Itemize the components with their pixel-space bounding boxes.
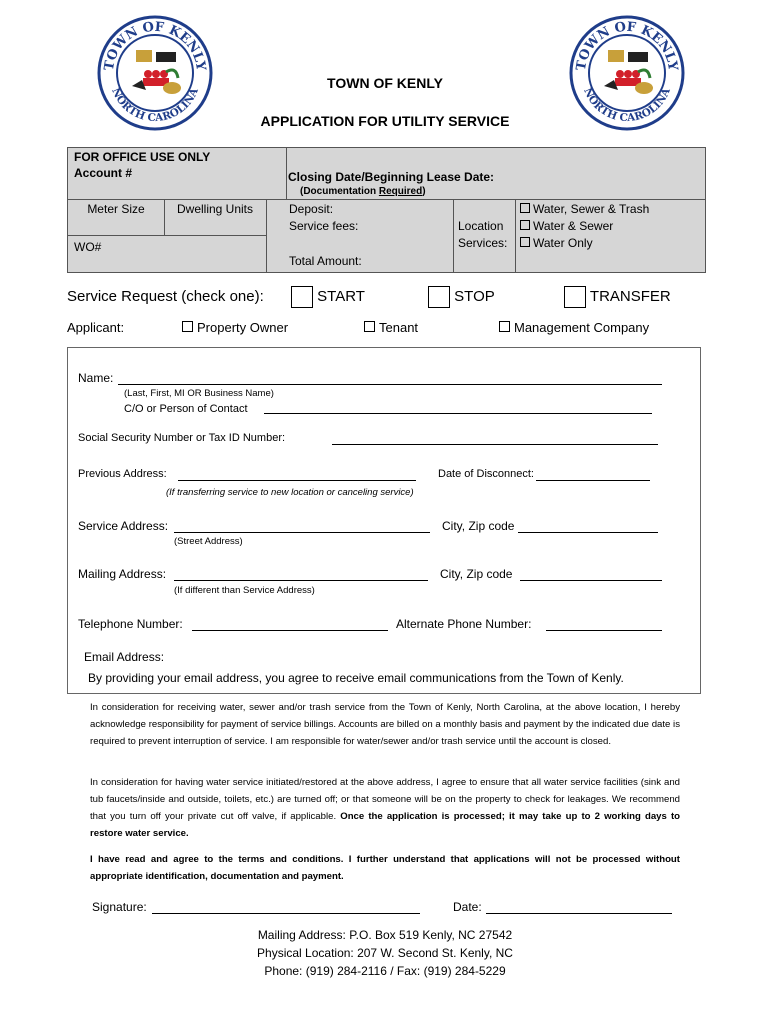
start-checkbox[interactable] xyxy=(291,286,313,308)
street-hint: (Street Address) xyxy=(174,536,243,547)
office-use-box xyxy=(67,147,706,273)
name-label: Name: xyxy=(78,371,114,385)
checkbox[interactable] xyxy=(520,203,530,213)
closing-date-label: Closing Date/Beginning Lease Date: xyxy=(288,170,495,184)
transfer-checkbox[interactable] xyxy=(564,286,586,308)
svg-text:NORTH CAROLINA: NORTH CAROLINA xyxy=(581,86,673,125)
dwelling-units-label: Dwelling Units xyxy=(176,202,254,216)
service-address-field[interactable] xyxy=(174,532,430,533)
office-heading: FOR OFFICE USE ONLY xyxy=(74,150,211,164)
previous-address-label: Previous Address: xyxy=(78,468,167,480)
mailing-address-label: Mailing Address: xyxy=(78,567,167,581)
service-option-1[interactable]: Water, Sewer & Trash xyxy=(520,202,649,216)
footer-mailing: Mailing Address: P.O. Box 519 Kenly, NC 27542 xyxy=(257,928,513,942)
meter-size-label: Meter Size xyxy=(87,202,145,216)
ssn-field[interactable] xyxy=(332,444,658,445)
location-label: Location xyxy=(458,219,504,233)
alt-phone-field[interactable] xyxy=(546,630,662,631)
terms-paragraph-1: In consideration for receiving water, sewer and/or trash service from the Town of Kenly, North Carolina, at the above location, I hereby acknowledge responsibility for payment of service billings. Accounts are billed on a monthly basis and payment by the indicated due date is required to prevent interruption of service. I am responsible for water/sewer and/or trash service until the account is closed. xyxy=(90,702,680,747)
property-owner-option[interactable]: Property Owner xyxy=(182,320,288,335)
date-disconnect-label: Date of Disconnect: xyxy=(438,468,534,480)
city-zip-label-2: City, Zip code xyxy=(440,567,513,581)
svg-text:NORTH CAROLINA: NORTH CAROLINA xyxy=(109,86,201,125)
ssn-label: Social Security Number or Tax ID Number: xyxy=(78,432,286,444)
town-title: TOWN OF KENLY xyxy=(327,75,443,91)
documentation-note: (Documentation Required) xyxy=(300,186,426,197)
service-address-label: Service Address: xyxy=(78,519,169,533)
services-label: Services: xyxy=(458,236,508,250)
property-owner-checkbox[interactable] xyxy=(182,321,193,332)
co-field[interactable] xyxy=(264,413,652,414)
tenant-checkbox[interactable] xyxy=(364,321,375,332)
tenant-option[interactable]: Tenant xyxy=(364,320,418,335)
city-zip-field[interactable] xyxy=(518,532,658,533)
checkbox[interactable] xyxy=(520,220,530,230)
mailing-address-field[interactable] xyxy=(174,580,428,581)
signature-label: Signature: xyxy=(92,900,147,914)
total-amount-label: Total Amount: xyxy=(289,254,362,268)
svg-text:TOWN OF KENLY: TOWN OF KENLY xyxy=(101,19,209,72)
service-request-label: Service Request (check one): xyxy=(67,288,264,305)
date-disconnect-field[interactable] xyxy=(536,480,650,481)
mailing-hint: (If different than Service Address) xyxy=(174,585,315,596)
telephone-field[interactable] xyxy=(192,630,388,631)
terms-paragraph-2: In consideration for having water service initiated/restored at the above address, I agree to ensure that all water service facilities (sink and tub faucets/inside and outside, toilets, etc.) are turned off; or that someone will be on the property to check for leakages. We recommend that you turn off your private cut off valve, if applicable. Once the application is processed; it may take up to 2 working days to restore water service. xyxy=(90,777,680,839)
service-option-2[interactable]: Water & Sewer xyxy=(520,219,613,233)
management-company-option[interactable]: Management Company xyxy=(499,320,649,335)
date-label: Date: xyxy=(453,900,482,914)
signature-field[interactable] xyxy=(152,913,420,914)
co-label: C/O or Person of Contact xyxy=(124,403,248,415)
email-note: By providing your email address, you agree to receive email communications from the Town of Kenly. xyxy=(88,671,624,685)
footer-physical: Physical Location: 207 W. Second St. Kenly, NC xyxy=(257,946,513,960)
transfer-hint: (If transferring service to new location or canceling service) xyxy=(166,487,414,498)
city-zip-label: City, Zip code xyxy=(442,519,515,533)
name-field[interactable] xyxy=(118,384,662,385)
checkbox[interactable] xyxy=(520,237,530,247)
start-option[interactable]: START xyxy=(291,286,365,308)
svg-text:TOWN OF KENLY: TOWN OF KENLY xyxy=(573,19,681,72)
transfer-option[interactable]: TRANSFER xyxy=(564,286,671,308)
alt-phone-label: Alternate Phone Number: xyxy=(396,617,532,631)
deposit-label: Deposit: xyxy=(289,202,334,216)
stop-checkbox[interactable] xyxy=(428,286,450,308)
service-fees-label: Service fees: xyxy=(289,219,359,233)
applicant-label: Applicant: xyxy=(67,320,125,335)
previous-address-field[interactable] xyxy=(178,480,416,481)
city-zip-field-2[interactable] xyxy=(520,580,662,581)
telephone-label: Telephone Number: xyxy=(78,617,183,631)
date-field[interactable] xyxy=(486,913,672,914)
service-option-3[interactable]: Water Only xyxy=(520,236,593,250)
stop-option[interactable]: STOP xyxy=(428,286,495,308)
account-label: Account # xyxy=(74,166,133,180)
name-hint: (Last, First, MI OR Business Name) xyxy=(124,388,274,399)
form-title: APPLICATION FOR UTILITY SERVICE xyxy=(260,113,510,129)
footer-phone: Phone: (919) 284-2116 / Fax: (919) 284-5229 xyxy=(264,964,506,978)
wo-label: WO# xyxy=(74,240,102,254)
email-label: Email Address: xyxy=(84,650,165,664)
terms-paragraph-3: I have read and agree to the terms and conditions. I further understand that applications will not be processed without appropriate identification, documentation and payment. xyxy=(90,854,680,882)
management-company-checkbox[interactable] xyxy=(499,321,510,332)
